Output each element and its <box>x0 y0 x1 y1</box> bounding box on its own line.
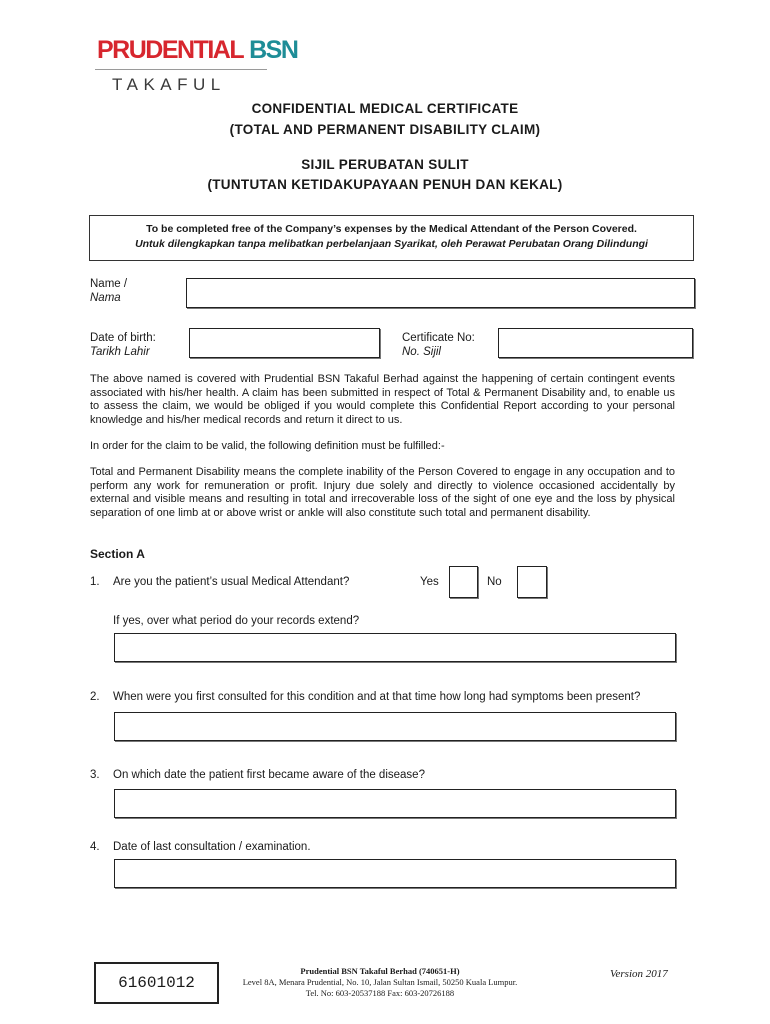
company-logo <box>97 38 297 63</box>
notice-english: To be completed free of the Company’s expenses by the Medical Attendant of the Person Covered. <box>146 223 637 235</box>
dob-label-my: Tarikh Lahir <box>90 346 150 358</box>
logo-divider <box>95 69 267 70</box>
name-field[interactable] <box>186 278 695 308</box>
section-a-heading: Section A <box>90 547 145 561</box>
q1-records-field[interactable] <box>114 633 676 662</box>
cert-label-my: No. Sijil <box>402 346 441 358</box>
name-label-en: Name / <box>90 278 128 290</box>
coverage-paragraph: The above named is covered with Prudential BSN Takaful Berhad against the happening of certain contingent events associated with his/her health. A claim has been submitted in respect of Total & Permanent Disability and, to enable us to assess the claim, we would be obliged if you would complete this Confidential Report according to your personal knowledge and his/her medical records and return it direct to us. <box>90 373 675 426</box>
title-line-4: (TUNTUTAN KETIDAKUPAYAAN PENUH DAN KEKAL) <box>207 177 563 192</box>
definition-intro: In order for the claim to be valid, the following definition must be fulfilled:- <box>90 440 445 452</box>
no-checkbox[interactable] <box>517 566 547 598</box>
yes-checkbox[interactable] <box>449 566 478 598</box>
q3-number: 3. <box>90 769 100 781</box>
logo-brand-red: PRUDENTIAL <box>97 36 244 64</box>
footer-contact: Tel. No: 603-20537188 Fax: 603-20726188 <box>305 988 455 998</box>
q3-text: On which date the patient first became aware of the disease? <box>113 769 425 781</box>
footer-company: Prudential BSN Takaful Berhad (740651-H) <box>300 966 460 976</box>
version-label: Version 2017 <box>610 968 668 980</box>
dob-label <box>90 331 156 359</box>
q3-answer-field[interactable] <box>114 789 676 818</box>
dob-label-en: Date of birth: <box>90 332 156 344</box>
q1-text: Are you the patient’s usual Medical Attendant? <box>113 576 350 588</box>
logo-subtitle: TAKAFUL <box>112 75 226 94</box>
title-line-1: CONFIDENTIAL MEDICAL CERTIFICATE <box>251 101 519 116</box>
definition-paragraph: Total and Permanent Disability means the complete inability of the Person Covered to engage in any occupation and to perform any work for remuneration or profit. Injury due solely and directly to violence occasioned accidentally by external and visible means and resulting in total and irrecoverable loss of the sight of one eye and the loss by physical separation of one limb at or above wrist or ankle will also constitute such total and permanent disability. <box>90 466 675 519</box>
q1-followup-text: If yes, over what period do your records extend? <box>113 615 360 627</box>
q2-answer-field[interactable] <box>114 712 676 741</box>
q4-text: Date of last consultation / examination. <box>113 841 311 853</box>
certificate-field[interactable] <box>498 328 693 358</box>
q1-number: 1. <box>90 576 100 588</box>
logo-brand-teal: BSN <box>249 36 298 64</box>
no-label: No <box>487 576 502 588</box>
title-line-3: SIJIL PERUBATAN SULIT <box>301 157 469 172</box>
yes-label: Yes <box>420 576 439 588</box>
form-code: 61601012 <box>94 962 219 1004</box>
notice-malay: Untuk dilengkapkan tanpa melibatkan perbelanjaan Syarikat, oleh Perawat Perubatan Orang Dilindungi <box>135 238 648 250</box>
name-label <box>90 277 127 305</box>
instruction-notice <box>89 215 694 261</box>
q4-number: 4. <box>90 841 100 853</box>
footer-address: Level 8A, Menara Prudential, No. 10, Jalan Sultan Ismail, 50250 Kuala Lumpur. <box>242 977 518 987</box>
cert-label-en: Certificate No: <box>402 332 475 344</box>
title-line-2: (TOTAL AND PERMANENT DISABILITY CLAIM) <box>229 122 541 137</box>
certificate-label <box>402 331 475 359</box>
q2-number: 2. <box>90 691 100 703</box>
dob-field[interactable] <box>189 328 380 358</box>
q4-answer-field[interactable] <box>114 859 676 888</box>
q2-text: When were you first consulted for this condition and at that time how long had symptoms been present? <box>113 691 641 703</box>
name-label-my: Nama <box>90 292 121 304</box>
